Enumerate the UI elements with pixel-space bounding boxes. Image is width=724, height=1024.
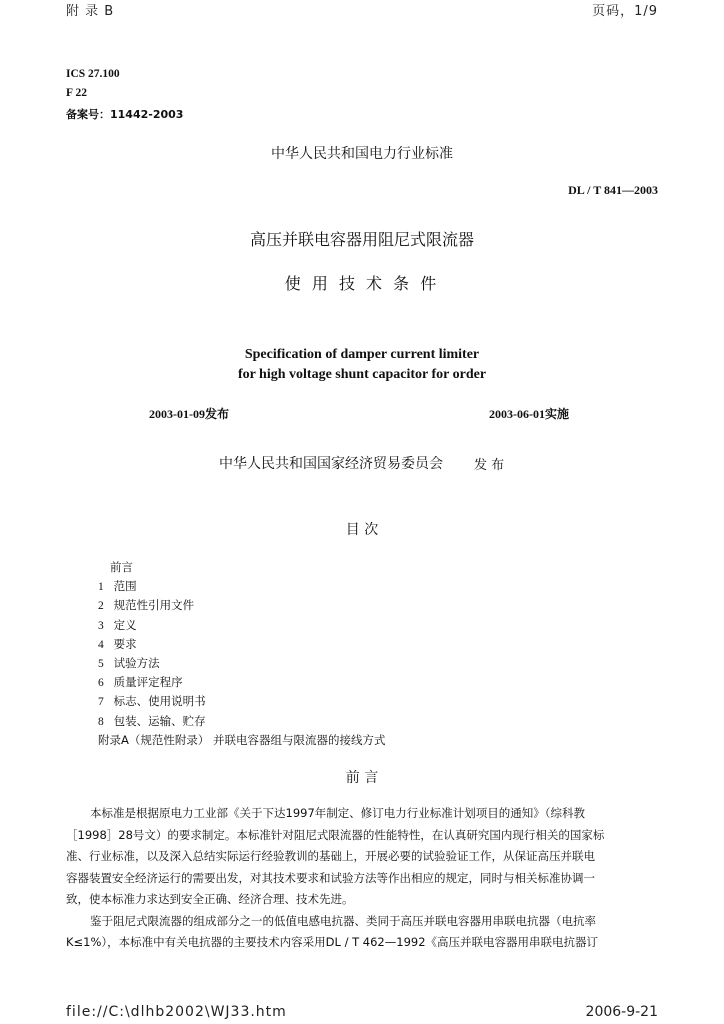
foreword-line: 鉴于阻尼式限流器的组成部分之一的低值电感电抗器、类同于高压并联电容器用串联电抗器（电抗率	[90, 913, 596, 928]
toc-item-text: 规范性引用文件	[113, 598, 195, 613]
foreword-line: 本标准是根据原电力工业部《关于下达1997年制定、修订电力行业标准计划项目的通知》（综科教	[90, 806, 586, 820]
header-page-number: 页码，1/9	[592, 4, 658, 19]
toc-item[interactable]	[98, 654, 386, 673]
toc-item-text: 前言	[110, 560, 133, 574]
title-en-line2: for high voltage shunt capacitor for order	[237, 367, 487, 382]
subtitle-cn: 使 用 技 术 条 件	[284, 274, 440, 293]
foreword-line: 准、行业标准，以及深入总结实际运行经验教训的基础上，开展必要的试验验证工作，从保证高压并联电	[66, 849, 595, 863]
implement-date: 2003-06-01实施	[489, 407, 569, 421]
toc-item-text: 标志、使用说明书	[113, 694, 206, 709]
footer-date: 2006-9-21	[585, 1004, 658, 1020]
toc-item[interactable]	[98, 731, 386, 750]
toc-item-number: 6	[98, 677, 104, 690]
toc-item-text: 质量评定程序	[113, 675, 183, 690]
toc-item[interactable]	[98, 616, 386, 635]
toc-item-number: 7	[98, 696, 104, 709]
toc-item[interactable]	[98, 577, 386, 596]
toc-item-number: 8	[98, 715, 104, 728]
table-of-contents	[98, 558, 386, 750]
toc-item[interactable]	[98, 558, 386, 577]
toc-item[interactable]	[98, 712, 386, 731]
foreword-line: 容器装置安全经济运行的需要出发，对其技术要求和试验方法等作出相应的规定，同时与相关标准协调一	[66, 870, 595, 885]
foreword-body	[66, 803, 658, 954]
toc-item[interactable]	[98, 692, 386, 711]
record-number: 备案号：11442-2003	[66, 108, 184, 121]
toc-item-text: 要求	[113, 636, 137, 651]
toc-item-text: 包装、运输、贮存	[113, 713, 206, 728]
issuing-body: 中华人民共和国国家经济贸易委员会	[219, 456, 443, 472]
toc-item-text: 范围	[113, 579, 137, 594]
publish-date: 2003-01-09发布	[149, 407, 229, 421]
toc-item-number: 4	[98, 638, 104, 651]
toc-heading: 目 次	[345, 522, 379, 538]
title-cn: 高压并联电容器用阻尼式限流器	[249, 230, 474, 249]
issuing-verb: 发 布	[474, 458, 505, 473]
toc-item[interactable]	[98, 635, 386, 654]
header-appendix-label: 附 录 B	[66, 4, 115, 19]
foreword-line: ［1998］28号文）的要求制定。本标准针对阻尼式限流器的性能特性，在认真研究国内现行相关的国家标	[66, 827, 605, 842]
ics-code: ICS 27.100	[66, 68, 120, 80]
toc-item-text: 附录A（规范性附录） 并联电容器组与限流器的接线方式	[98, 732, 386, 747]
toc-item-number: 5	[98, 657, 104, 670]
foreword-heading: 前 言	[345, 770, 379, 786]
toc-item-number: 1	[98, 581, 104, 594]
title-en-line1: Specification of damper current limiter	[244, 347, 480, 362]
footer-file-path: file://C:\dlhb2002\WJ33.htm	[66, 1004, 287, 1020]
toc-item-text: 试验方法	[113, 655, 160, 670]
foreword-line: K≤1%），本标准中有关电抗器的主要技术内容采用DL / T 462—1992《高压并联电容器用串联电抗器订	[66, 935, 599, 949]
category-code: F 22	[66, 87, 87, 99]
toc-item[interactable]	[98, 596, 386, 615]
standard-code: DL / T 841—2003	[568, 183, 658, 197]
foreword-line: 致，使本标准力求达到安全正确、经济合理、技术先进。	[66, 892, 354, 906]
toc-item-number: 2	[98, 600, 104, 613]
toc-item-number: 3	[98, 619, 104, 632]
toc-item-text: 定义	[113, 617, 137, 632]
issuer-line: 中华人民共和国电力行业标准	[271, 146, 453, 162]
toc-item[interactable]	[98, 673, 386, 692]
